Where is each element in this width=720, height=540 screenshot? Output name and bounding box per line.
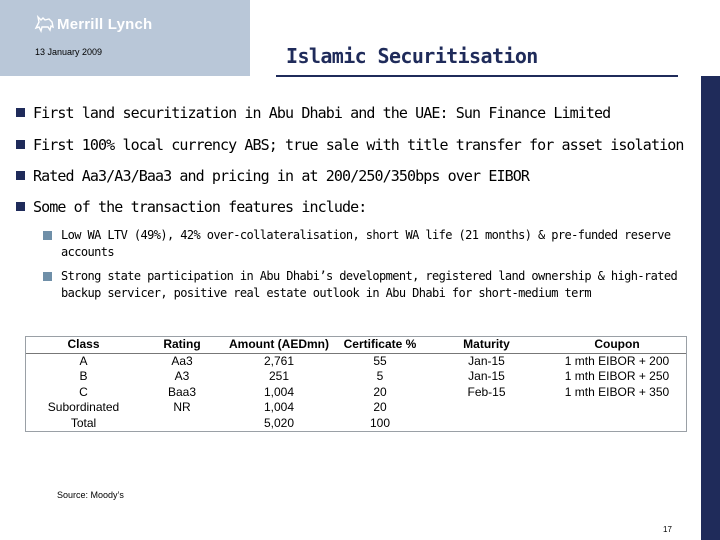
table-cell: Total [70, 415, 97, 430]
table-row [26, 369, 686, 385]
column-header: Coupon [548, 337, 686, 353]
table-cell: Subordinated [47, 400, 120, 415]
table-cell: B [79, 369, 88, 384]
table-cell: 20 [373, 384, 387, 399]
table-cell: 55 [373, 353, 387, 368]
table-cell: 1,004 [263, 384, 295, 399]
column-header: Maturity [425, 337, 548, 353]
source-note: Source: Moody’s [57, 490, 124, 500]
square-bullet-icon [16, 140, 25, 149]
sub-bullet-item: Strong state participation in Abu Dhabi’s development, registered land ownership & high-rated backup servicer, positive real estate outlook in Abu Dhabi for short-medium term [43, 268, 683, 302]
table-cell: 5 [376, 369, 384, 384]
table-cell: 1,004 [263, 400, 295, 415]
table-cell: NR [173, 400, 191, 415]
table-cell [425, 400, 548, 416]
table-row [26, 353, 686, 369]
column-header: Class [26, 337, 141, 353]
table-cell: C [79, 384, 88, 399]
table-cell: 1 mth EIBOR + 250 [564, 369, 670, 384]
table-cell: 1 mth EIBOR + 200 [564, 353, 670, 368]
table-row [26, 400, 686, 416]
bullet-item: First land securitization in Abu Dhabi and the UAE: Sun Finance Limited [16, 104, 696, 122]
table-row [26, 416, 686, 432]
side-accent-bar [701, 76, 720, 540]
table-cell [141, 416, 223, 432]
table-cell: 2,761 [263, 353, 295, 368]
table-cell: Jan-15 [468, 369, 505, 384]
column-header: Amount (AEDmn) [223, 337, 335, 353]
presentation-date: 13 January 2009 [35, 47, 103, 57]
table-cell: 20 [373, 400, 387, 415]
table-cell: Baa3 [167, 384, 197, 399]
column-header: Rating [141, 337, 223, 353]
square-bullet-icon [43, 272, 52, 281]
title-underline [276, 75, 678, 77]
table-cell [548, 400, 686, 416]
table-cell: Feb-15 [467, 384, 506, 399]
table-cell: 5,020 [263, 415, 295, 430]
logo-panel [0, 0, 250, 76]
table-row [26, 385, 686, 401]
table-cell: Jan-15 [468, 353, 505, 368]
column-header: Certificate % [335, 337, 425, 353]
page-number: 17 [663, 525, 672, 534]
square-bullet-icon [16, 202, 25, 211]
square-bullet-icon [43, 231, 52, 240]
sub-bullet-item: Low WA LTV (49%), 42% over-collateralisation, short WA life (21 months) & pre-funded reserve accounts [43, 227, 683, 261]
table-cell: A [79, 353, 88, 368]
table-cell [425, 416, 548, 432]
table-cell: 1 mth EIBOR + 350 [564, 384, 670, 399]
table-cell: Aa3 [171, 353, 193, 368]
table-cell: 100 [369, 415, 391, 430]
bullet-item: Some of the transaction features include: [16, 198, 696, 216]
square-bullet-icon [16, 108, 25, 117]
tranche-table [26, 337, 686, 431]
table-header-row [26, 337, 686, 353]
table-cell: A3 [174, 369, 190, 384]
table-cell [548, 416, 686, 432]
page-title: Islamic Securitisation [286, 44, 538, 68]
tranche-table-frame [25, 336, 687, 432]
bullet-item: First 100% local currency ABS; true sale with title transfer for asset isolation [16, 136, 696, 154]
brand-name: Merrill Lynch [57, 16, 153, 33]
square-bullet-icon [16, 171, 25, 180]
table-cell: 251 [268, 369, 290, 384]
bullet-item: Rated Aa3/A3/Baa3 and pricing in at 200/250/350bps over EIBOR [16, 167, 696, 185]
bull-icon [33, 13, 55, 35]
